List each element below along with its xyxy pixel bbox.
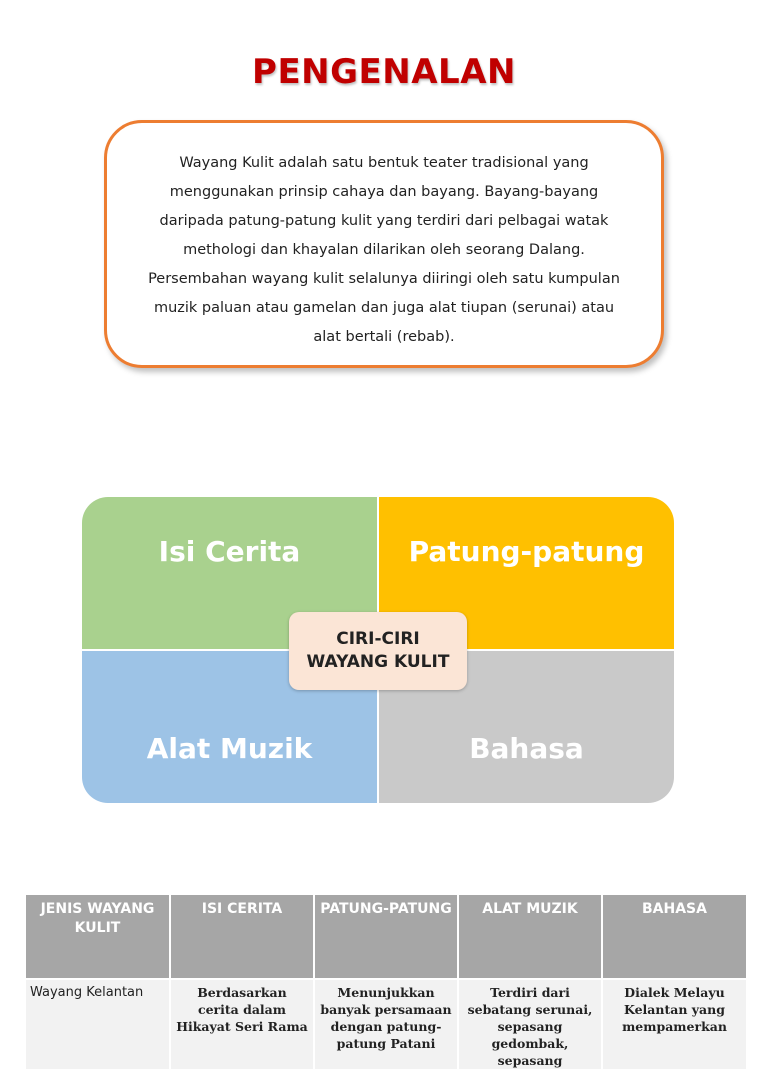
- table-header: PATUNG-PATUNG: [314, 894, 458, 979]
- table-cell: Wayang Kelantan: [25, 979, 170, 1070]
- table-cell: Berdasarkan cerita dalam Hikayat Seri Rama: [170, 979, 314, 1070]
- center-line: CIRI-CIRI: [336, 629, 420, 649]
- intro-line: Persembahan wayang kulit selalunya diiringi oleh satu kumpulan: [148, 271, 620, 287]
- quadrant-label: Bahasa: [469, 732, 584, 765]
- page-title: PENGENALAN: [252, 52, 516, 92]
- intro-line: methologi dan khayalan dilarikan oleh seorang Dalang.: [183, 242, 585, 258]
- ciri-table: [24, 893, 748, 1071]
- quadrant-label: Alat Muzik: [146, 732, 313, 765]
- table-header: BAHASA: [602, 894, 747, 979]
- table-row: [25, 979, 747, 1070]
- table-header: ALAT MUZIK: [458, 894, 602, 979]
- table-cell: Terdiri dari sebatang serunai, sepasang gedombak, sepasang: [458, 979, 602, 1070]
- intro-line: daripada patung-patung kulit yang terdiri dari pelbagai watak: [159, 213, 609, 229]
- intro-line: alat bertali (rebab).: [313, 329, 455, 345]
- diagram-center-box: [289, 612, 467, 690]
- intro-line: menggunakan prinsip cahaya dan bayang. Bayang-bayang: [169, 184, 599, 200]
- table-header-row: [25, 894, 747, 979]
- intro-line: Wayang Kulit adalah satu bentuk teater tradisional yang: [179, 155, 589, 171]
- quadrant-label: Isi Cerita: [158, 535, 301, 568]
- intro-text: [137, 149, 631, 352]
- intro-box: [104, 120, 664, 368]
- quadrant-label: Patung-patung: [408, 535, 645, 568]
- intro-line: muzik paluan atau gamelan dan juga alat tiupan (serunai) atau: [153, 300, 615, 316]
- table-header: ISI CERITA: [170, 894, 314, 979]
- table-header: JENIS WAYANG KULIT: [25, 894, 170, 979]
- center-line: WAYANG KULIT: [306, 652, 450, 672]
- table-cell: Dialek Melayu Kelantan yang mempamerkan: [602, 979, 747, 1070]
- table-cell: Menunjukkan banyak persamaan dengan patung-patung Patani: [314, 979, 458, 1070]
